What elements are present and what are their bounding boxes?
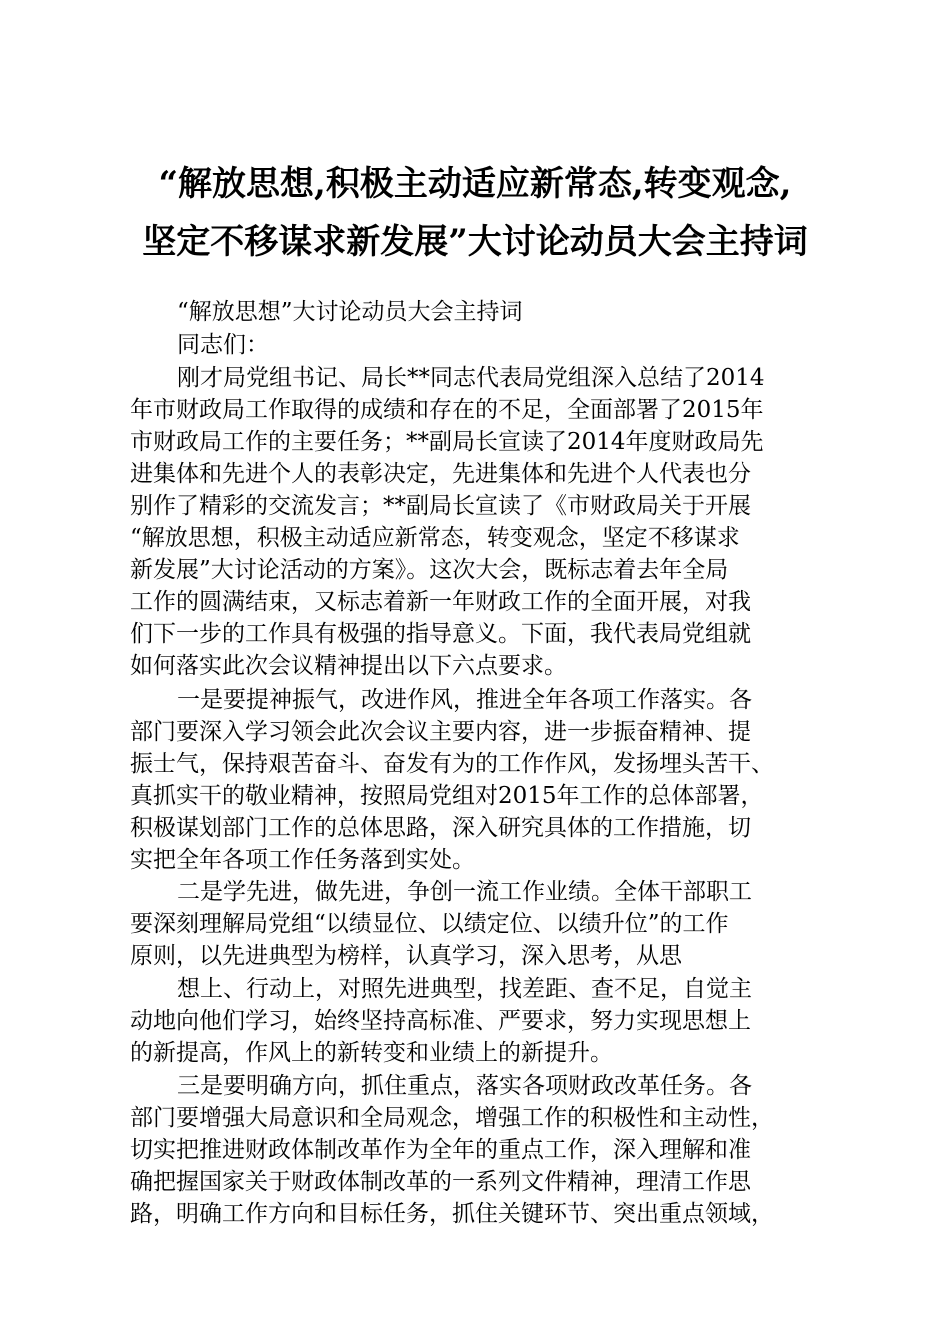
- paragraph-line: 如何落实此次会议精神提出以下六点要求。: [130, 653, 567, 679]
- paragraph-line: 振士气，保持艰苦奋斗、奋发有为的工作作风，发扬埋头苦干、: [130, 751, 774, 777]
- paragraph-line: 路，明确工作方向和目标任务，抓住关键环节、突出重点领域，: [130, 1201, 774, 1227]
- paragraph-line: 工作的圆满结束，又标志着新一年财政工作的全面开展，对我: [130, 589, 751, 615]
- paragraph-line: 真抓实干的敬业精神，按照局党组对2015年工作的总体部署，: [130, 783, 764, 809]
- document-title-line-1: “解放思想,积极主动适应新常态,转变观念,: [158, 164, 792, 204]
- document-subtitle: “解放思想”大讨论动员大会主持词: [177, 299, 523, 325]
- paragraph-line: 积极谋划部门工作的总体思路，深入研究具体的工作措施，切: [130, 815, 751, 841]
- paragraph-line: 三是要明确方向，抓住重点，落实各项财政改革任务。各: [177, 1073, 752, 1099]
- paragraph-line: 们下一步的工作具有极强的指导意义。下面，我代表局党组就: [130, 621, 751, 647]
- paragraph-line: 确把握国家关于财政体制改革的一系列文件精神，理清工作思: [130, 1169, 751, 1195]
- paragraph-line: 部门要增强大局意识和全局观念，增强工作的积极性和主动性，: [130, 1105, 774, 1131]
- paragraph-line: 想上、行动上，对照先进典型，找差距、查不足，自觉主: [177, 976, 752, 1002]
- paragraph-line: 刚才局党组书记、局长**同志代表局党组深入总结了2014: [177, 365, 765, 391]
- paragraph-line: 切实把推进财政体制改革作为全年的重点工作，深入理解和准: [130, 1137, 751, 1163]
- paragraph-line: 一是要提神振气，改进作风，推进全年各项工作落实。各: [177, 687, 752, 713]
- paragraph-line: 市财政局工作的主要任务；**副局长宣读了2014年度财政局先: [130, 429, 764, 455]
- paragraph-line: 动地向他们学习，始终坚持高标准、严要求，努力实现思想上: [130, 1008, 751, 1034]
- paragraph-line: 实把全年各项工作任务落到实处。: [130, 847, 475, 873]
- paragraph-line: 进集体和先进个人的表彰决定，先进集体和先进个人代表也分: [130, 461, 751, 487]
- document-title-line-2: 坚定不移谋求新发展”大讨论动员大会主持词: [142, 222, 808, 262]
- paragraph-line: 年市财政局工作取得的成绩和存在的不足，全面部署了2015年: [130, 397, 764, 423]
- salutation: 同志们：: [177, 332, 269, 358]
- paragraph-line: “解放思想，积极主动适应新常态，转变观念，坚定不移谋求: [130, 525, 740, 551]
- paragraph-line: 二是学先进，做先进，争创一流工作业绩。全体干部职工: [177, 879, 752, 905]
- paragraph-line: 要深刻理解局党组“以绩显位、以绩定位、以绩升位”的工作: [130, 911, 729, 937]
- paragraph-line: 原则，以先进典型为榜样，认真学习，深入思考，从思: [130, 943, 682, 969]
- paragraph-line: 部门要深入学习领会此次会议主要内容，进一步振奋精神、提: [130, 719, 751, 745]
- paragraph-line: 新发展”大讨论活动的方案》。这次大会，既标志着去年全局: [130, 557, 729, 583]
- paragraph-line: 的新提高，作风上的新转变和业绩上的新提升。: [130, 1040, 613, 1066]
- paragraph-line: 别作了精彩的交流发言；**副局长宣读了《市财政局关于开展: [130, 493, 751, 519]
